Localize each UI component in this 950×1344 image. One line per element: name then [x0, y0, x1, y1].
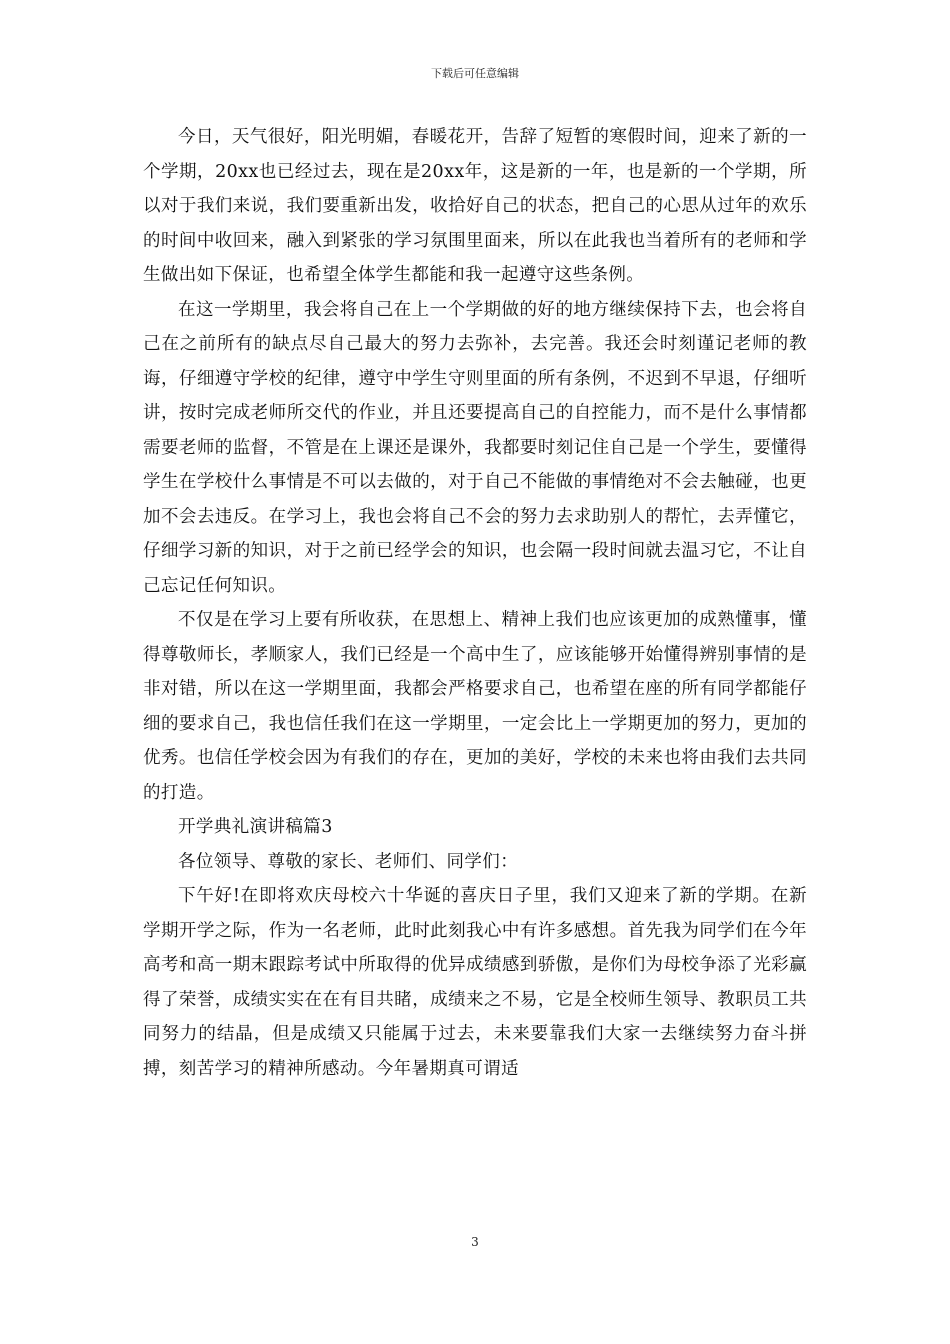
paragraph-2: 在这一学期里，我会将自己在上一个学期做的好的地方继续保持下去，也会将自己在之前所有的缺点尽自己最大的努力去弥补，去完善。我还会时刻谨记老师的教诲，仔细遵守学校的纪律，遵守中学生守则里面的所有条例，不迟到不早退，仔细听讲，按时完成老师所交代的作业，并且还要提高自己的自控能力，而不是什么事情都需要老师的监督，不管是在上课还是课外，我都要时刻记住自己是一个学生，要懂得学生在学校什么事情是不可以去做的，对于自己不能做的事情绝对不会去触碰，也更加不会去违反。在学习上，我也会将自己不会的努力去求助别人的帮忙，去弄懂它，仔细学习新的知识，对于之前已经学会的知识，也会隔一段时间就去温习它，不让自己忘记任何知识。 [143, 299, 807, 596]
salutation: 各位领导、尊敬的家长、老师们、同学们： [178, 851, 519, 872]
document-body [143, 120, 807, 1086]
paragraph-6: 下午好!在即将欢庆母校六十华诞的喜庆日子里，我们又迎来了新的学期。在新学期开学之际，作为一名老师，此时此刻我心中有许多感想。首先我为同学们在今年高考和高一期末跟踪考试中所取得的优异成绩感到骄傲，是你们为母校争添了光彩赢得了荣誉，成绩实实在在有目共睹，成绩来之不易，它是全校师生领导、教职员工共同努力的结晶，但是成绩又只能属于过去，未来要靠我们大家一去继续努力奋斗拼搏，刻苦学习的精神所感动。今年暑期真可谓适 [143, 886, 807, 1079]
paragraph-3: 不仅是在学习上要有所收获，在思想上、精神上我们也应该更加的成熟懂事，懂得尊敬师长，孝顺家人，我们已经是一个高中生了，应该能够开始懂得辨别事情的是非对错，所以在这一学期里面，我都会严格要求自己，也希望在座的所有同学都能仔细的要求自己，我也信任我们在这一学期里，一定会比上一学期更加的努力，更加的优秀。也信任学校会因为有我们的存在，更加的美好，学校的未来也将由我们去共同的打造。 [143, 610, 807, 803]
section-heading: 开学典礼演讲稿篇3 [178, 817, 333, 837]
page-number: 3 [471, 1235, 479, 1249]
paragraph-1: 今日，天气很好，阳光明媚，春暖花开，告辞了短暂的寒假时间，迎来了新的一个学期，20xx也已经过去，现在是20xx年，这是新的一年，也是新的一个学期，所以对于我们来说，我们要重新出发，收拾好自己的状态，把自己的心思从过年的欢乐的时间中收回来，融入到紧张的学习氛围里面来，所以在此我也当着所有的老师和学生做出如下保证，也希望全体学生都能和我一起遵守这些条例。 [143, 127, 807, 285]
page-header-note: 下载后可任意编辑 [431, 67, 519, 80]
